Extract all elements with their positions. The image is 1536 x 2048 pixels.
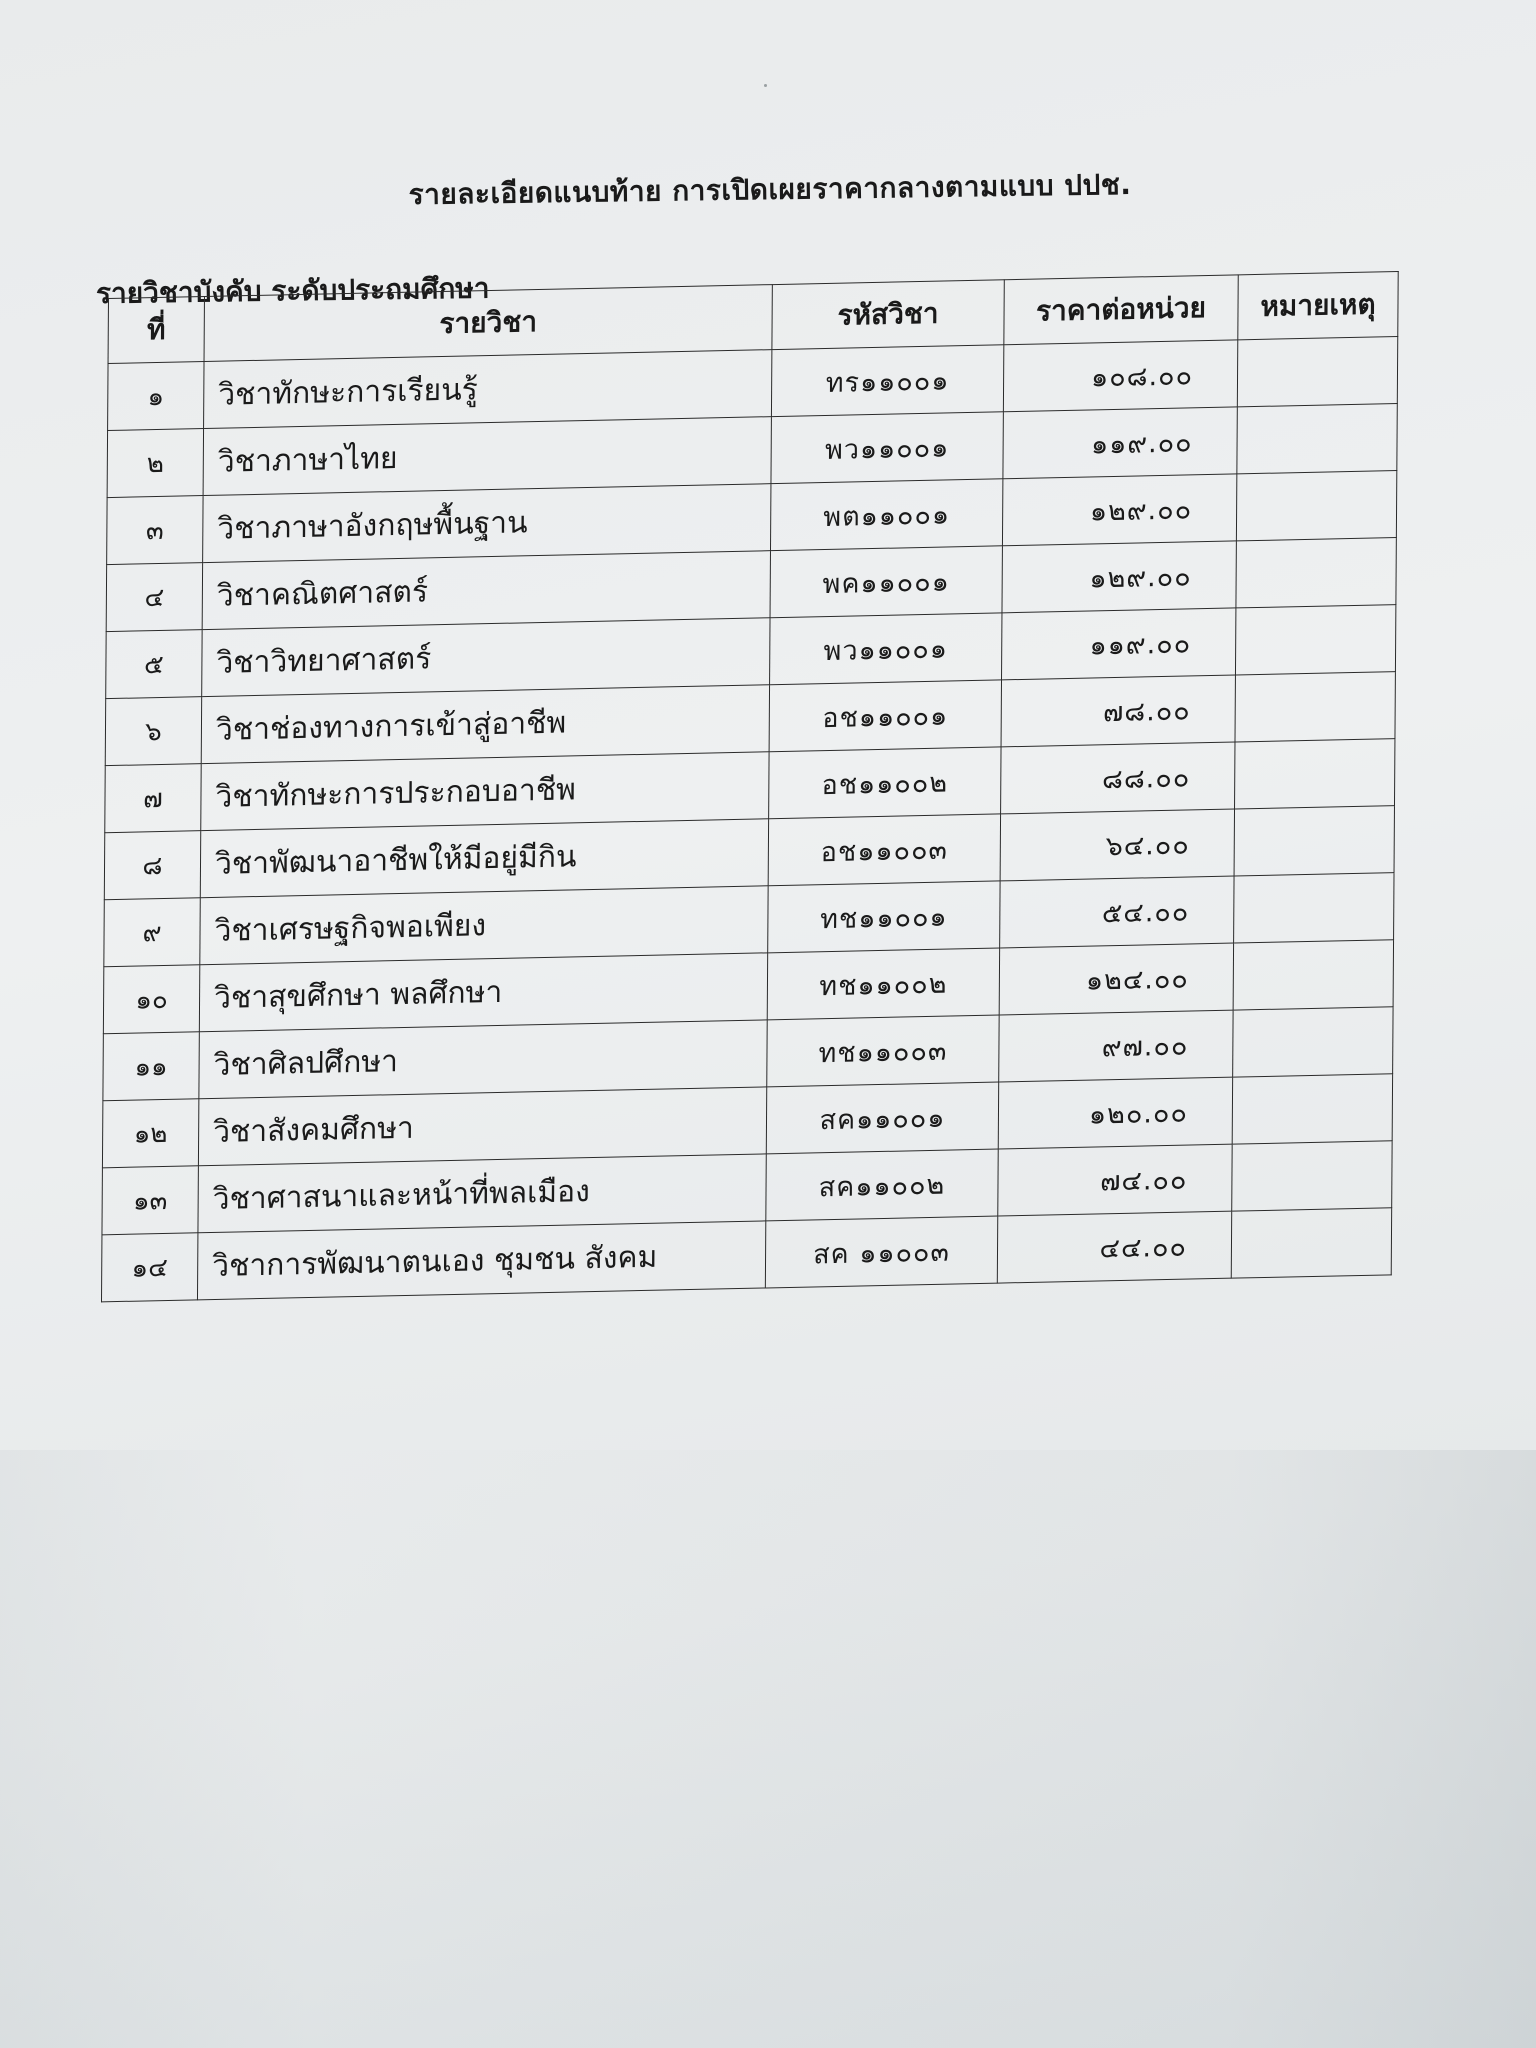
subject-name: วิชาทักษะการประกอบอาชีพ [201, 752, 769, 831]
unit-price: ๗๘.๐๐ [1001, 675, 1235, 747]
remark [1232, 1074, 1392, 1144]
subject-code: ทช๑๑๐๐๑ [768, 881, 1000, 953]
unit-price: ๑๒๙.๐๐ [1002, 541, 1236, 613]
remark [1233, 1007, 1393, 1077]
unit-price: ๖๔.๐๐ [1000, 809, 1234, 881]
unit-price: ๔๔.๐๐ [997, 1211, 1231, 1283]
paper-shadow [0, 1450, 1536, 2048]
subject-name: วิชาศิลปศึกษา [199, 1020, 767, 1099]
subject-name: วิชาคณิตศาสตร์ [202, 551, 770, 630]
subject-name: วิชาภาษาไทย [203, 417, 771, 496]
unit-price: ๑๐๘.๐๐ [1003, 340, 1237, 412]
subject-name: วิชาวิทยาศาสตร์ [202, 618, 770, 697]
subject-name: วิชาเศรษฐกิจพอเพียง [200, 886, 768, 965]
unit-price: ๑๒๔.๐๐ [999, 943, 1233, 1015]
row-number: ๑๐ [103, 965, 199, 1034]
row-number: ๔ [106, 563, 202, 632]
subject-code: พว๑๑๐๐๑ [770, 613, 1002, 685]
remark [1232, 1141, 1392, 1211]
row-number: ๒ [107, 429, 203, 498]
remark [1237, 404, 1397, 474]
row-number: ๑๒ [102, 1099, 198, 1168]
header-note: หมายเหตุ [1238, 271, 1398, 339]
section-title: รายวิชาบังคับ ระดับประถมศึกษา [95, 271, 490, 310]
subject-code: อช๑๑๐๐๓ [768, 814, 1000, 886]
subject-name: วิชาภาษาอังกฤษพื้นฐาน [203, 484, 771, 563]
subject-name: วิชาสังคมศึกษา [198, 1087, 766, 1166]
remark [1235, 605, 1395, 675]
subject-code: สค๑๑๐๐๒ [766, 1149, 998, 1221]
header-price: ราคาต่อหน่วย [1004, 275, 1238, 345]
remark [1234, 873, 1394, 943]
remark [1236, 538, 1396, 608]
subject-code: ทร๑๑๐๐๑ [771, 345, 1003, 417]
unit-price: ๙๗.๐๐ [999, 1010, 1233, 1082]
price-table-container [101, 271, 1398, 1302]
subject-name: วิชาการพัฒนาตนเอง ชุมชน สังคม [197, 1221, 765, 1300]
subject-name: วิชาพัฒนาอาชีพให้มีอยู่มีกิน [200, 819, 768, 898]
remark [1231, 1208, 1391, 1278]
row-number: ๖ [105, 697, 201, 766]
subject-code: พว๑๑๐๐๑ [771, 412, 1003, 484]
remark [1235, 672, 1395, 742]
header-code: รหัสวิชา [772, 280, 1004, 350]
subject-name: วิชาสุขศึกษา พลศึกษา [199, 953, 767, 1032]
document-title: รายละเอียดแนบท้าย การเปิดเผยราคากลางตามแบบ ปปช. [408, 167, 1132, 212]
remark [1235, 739, 1395, 809]
subject-code: สค๑๑๐๐๑ [766, 1082, 998, 1154]
subject-name: วิชาช่องทางการเข้าสู่อาชีพ [201, 685, 769, 764]
unit-price: ๗๔.๐๐ [998, 1144, 1232, 1216]
price-table [101, 271, 1399, 1302]
subject-code: ทช๑๑๐๐๓ [767, 1015, 999, 1087]
subject-code: ทช๑๑๐๐๒ [767, 948, 999, 1020]
row-number: ๗ [105, 764, 201, 833]
subject-name: วิชาศาสนาและหน้าที่พลเมือง [198, 1154, 766, 1233]
unit-price: ๑๒๙.๐๐ [1002, 474, 1236, 546]
unit-price: ๑๒๐.๐๐ [998, 1077, 1232, 1149]
row-number: ๓ [107, 496, 203, 565]
row-number: ๑๔ [101, 1233, 197, 1302]
paper-speck [764, 84, 767, 87]
unit-price: ๕๔.๐๐ [1000, 876, 1234, 948]
remark [1237, 336, 1397, 406]
unit-price: ๘๘.๐๐ [1001, 742, 1235, 814]
subject-name: วิชาทักษะการเรียนรู้ [204, 350, 772, 429]
header-no: ที่ [108, 296, 204, 363]
row-number: ๙ [104, 898, 200, 967]
remark [1236, 471, 1396, 541]
unit-price: ๑๑๙.๐๐ [1003, 407, 1237, 479]
subject-code: สค ๑๑๐๐๓ [765, 1216, 997, 1288]
row-number: ๑ [108, 362, 204, 431]
subject-code: พต๑๑๐๐๑ [770, 479, 1002, 551]
remark [1234, 806, 1394, 876]
row-number: ๑๑ [103, 1032, 199, 1101]
header-subject: รายวิชา [204, 285, 772, 362]
row-number: ๘ [104, 831, 200, 900]
row-number: ๕ [106, 630, 202, 699]
subject-code: พค๑๑๐๐๑ [770, 546, 1002, 618]
row-number: ๑๓ [102, 1166, 198, 1235]
subject-code: อช๑๑๐๐๒ [769, 747, 1001, 819]
subject-code: อช๑๑๐๐๑ [769, 680, 1001, 752]
unit-price: ๑๑๙.๐๐ [1002, 608, 1236, 680]
remark [1233, 940, 1393, 1010]
